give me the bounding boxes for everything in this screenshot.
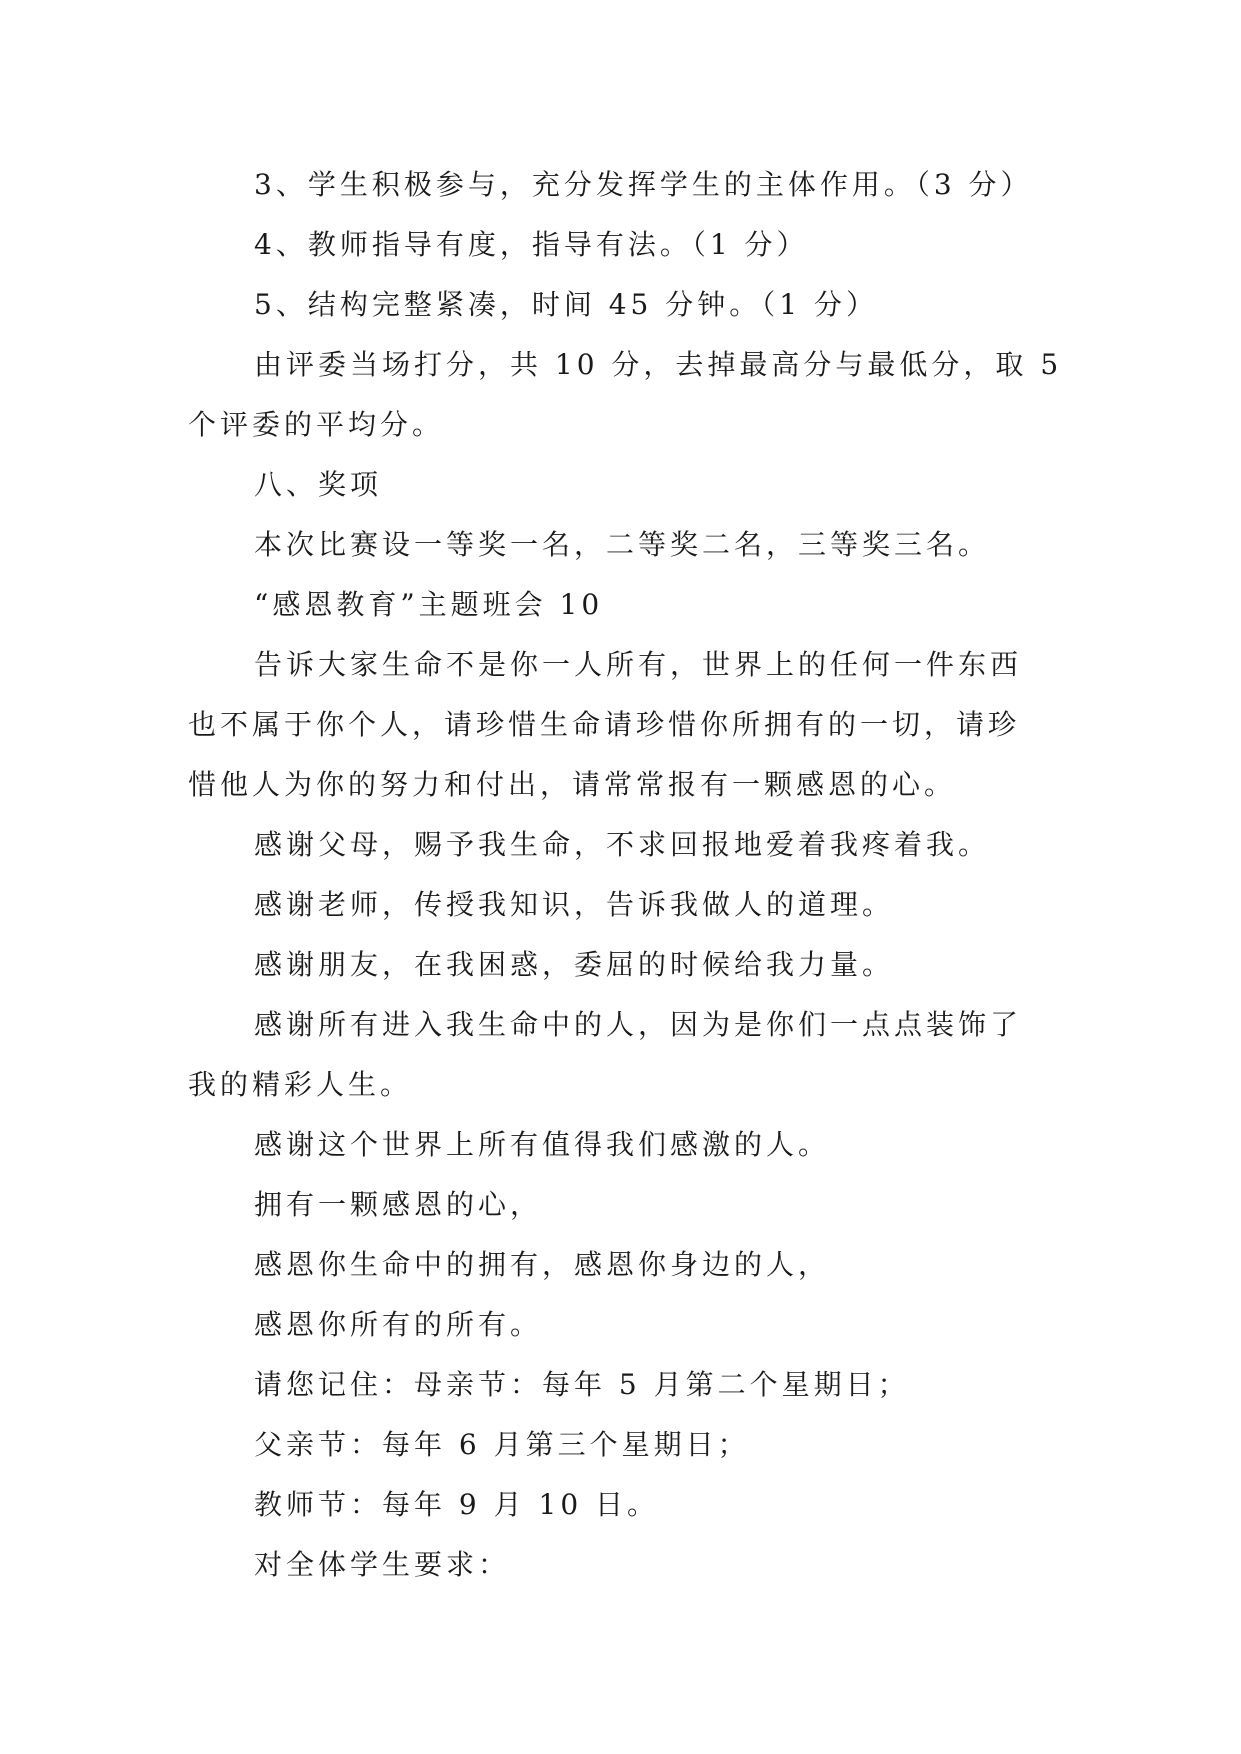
paragraph-line: 感恩你所有的所有。 xyxy=(254,1308,543,1341)
paragraph-line: 感谢父母，赐予我生命，不求回报地爱着我疼着我。 xyxy=(254,828,991,861)
section-title: “感恩教育”主题班会 10 xyxy=(254,588,604,621)
paragraph-line: 父亲节：每年 6 月第三个星期日； xyxy=(254,1428,750,1461)
paragraph-line: 由评委当场打分，共 10 分，去掉最高分与最低分，取 5 xyxy=(254,348,1063,381)
paragraph-line: 教师节：每年 9 月 10 日。 xyxy=(254,1488,660,1521)
paragraph-line: 个评委的平均分。 xyxy=(188,408,445,441)
paragraph-line: 3、学生积极参与，充分发挥学生的主体作用。（3 分） xyxy=(254,168,1033,201)
paragraph-line: 感恩你生命中的拥有，感恩你身边的人， xyxy=(254,1248,831,1281)
paragraph-line: 也不属于你个人，请珍惜生命请珍惜你所拥有的一切，请珍 xyxy=(188,708,1021,741)
paragraph-line: 对全体学生要求： xyxy=(254,1548,511,1581)
paragraph-line: 拥有一颗感恩的心， xyxy=(254,1188,543,1221)
paragraph-line: 请您记住：母亲节：每年 5 月第二个星期日； xyxy=(254,1368,910,1401)
paragraph-line: 4、教师指导有度，指导有法。（1 分） xyxy=(254,228,809,261)
document-body xyxy=(188,155,1063,1595)
paragraph-line: 本次比赛设一等奖一名，二等奖二名，三等奖三名。 xyxy=(254,528,991,561)
paragraph-line: 5、结构完整紧凑，时间 45 分钟。（1 分） xyxy=(254,288,878,321)
paragraph-line: 我的精彩人生。 xyxy=(188,1068,413,1101)
paragraph-line: 感谢这个世界上所有值得我们感激的人。 xyxy=(254,1128,831,1161)
paragraph-line: 惜他人为你的努力和付出，请常常报有一颗感恩的心。 xyxy=(188,768,957,801)
paragraph-line: 告诉大家生命不是你一人所有，世界上的任何一件东西 xyxy=(254,648,1023,681)
paragraph-line: 感谢老师，传授我知识，告诉我做人的道理。 xyxy=(254,888,895,921)
paragraph-line: 感谢所有进入我生命中的人，因为是你们一点点装饰了 xyxy=(254,1008,1023,1041)
paragraph-line: 感谢朋友，在我困惑，委屈的时候给我力量。 xyxy=(254,948,895,981)
section-heading: 八、奖项 xyxy=(254,468,383,501)
